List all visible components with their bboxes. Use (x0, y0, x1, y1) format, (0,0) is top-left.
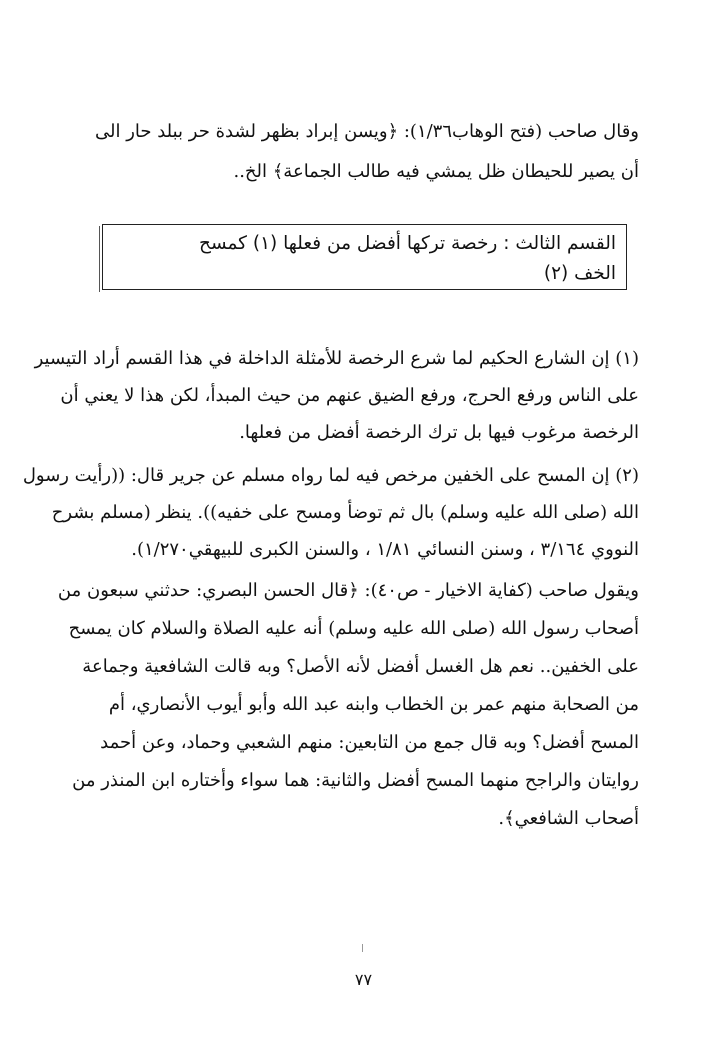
quote-line-5: المسح أفضل؟ وبه قال جمع من التابعين: منهم الشعبي وحماد، وعن أحمد (100, 732, 639, 753)
quote-line-4: من الصحابة منهم عمر بن الخطاب وابنه عبد الله وأبو أيوب الأنصاري، أم (108, 694, 639, 715)
section-box-edge (99, 226, 100, 292)
footnotes (22, 340, 639, 568)
quote-line-2: أصحاب رسول الله (صلى الله عليه وسلم) أنه عليه الصلاة والسلام كان يمسح (68, 618, 639, 639)
intro-paragraph (74, 112, 639, 192)
footnote-1-line-3: الرخصة مرغوب فيها بل ترك الرخصة أفضل من فعلها. (239, 422, 639, 443)
intro-line-1: وقال صاحب (فتح الوهاب١/٣٦): ﴿ويسن إبراد بظهر لشدة حر ببلد حار الى (94, 121, 639, 142)
footnote-2-line-2: الله (صلى الله عليه وسلم) بال ثم توضأ ومسح على خفيه)). ينظر (مسلم بشرح (51, 502, 639, 523)
quote-paragraph (57, 572, 639, 838)
footnote-1-line-2: على الناس ورفع الحرج، ورفع الضيق عنهم من حيث المبدأ، لكن هذا لا يعني أن (60, 385, 639, 406)
quote-line-1: ويقول صاحب (كفاية الاخيار - ص٤٠): ﴿قال الحسن البصري: حدثني سبعون من (57, 580, 639, 601)
quote-line-3: على الخفين.. نعم هل الغسل أفضل لأنه الأصل؟ وبه قالت الشافعية وجماعة (82, 656, 639, 677)
page-number: ٧٧ (354, 970, 373, 989)
footnote-2-line-1: (٢) إن المسح على الخفين مرخص فيه لما رواه مسلم عن جرير قال: ((رأيت رسول (22, 465, 639, 486)
footnote-2-line-3: النووي ٣/١٦٤ ، وسنن النسائي ١/٨١ ، والسنن الكبرى للبيهقي١/٢٧٠). (131, 539, 639, 560)
section-heading-box (102, 224, 627, 290)
section-heading-line-1: القسم الثالث : رخصة تركها أفضل من فعلها (١) كمسح (199, 233, 616, 254)
footnote-1-line-1: (١) إن الشارع الحكيم لما شرع الرخصة للأمثلة الداخلة في هذا القسم أراد التيسير (34, 348, 639, 369)
scan-mark (362, 944, 363, 952)
section-heading-line-2: الخف (٢) (543, 263, 616, 284)
intro-line-2: أن يصير للحيطان ظل يمشي فيه طالب الجماعة﴾ الخ.. (233, 161, 639, 182)
quote-line-6: روايتان والراجح منهما المسح أفضل والثانية: هما سواء وأختاره ابن المنذر من (72, 770, 639, 791)
quote-line-7: أصحاب الشافعي﴾. (498, 808, 639, 829)
